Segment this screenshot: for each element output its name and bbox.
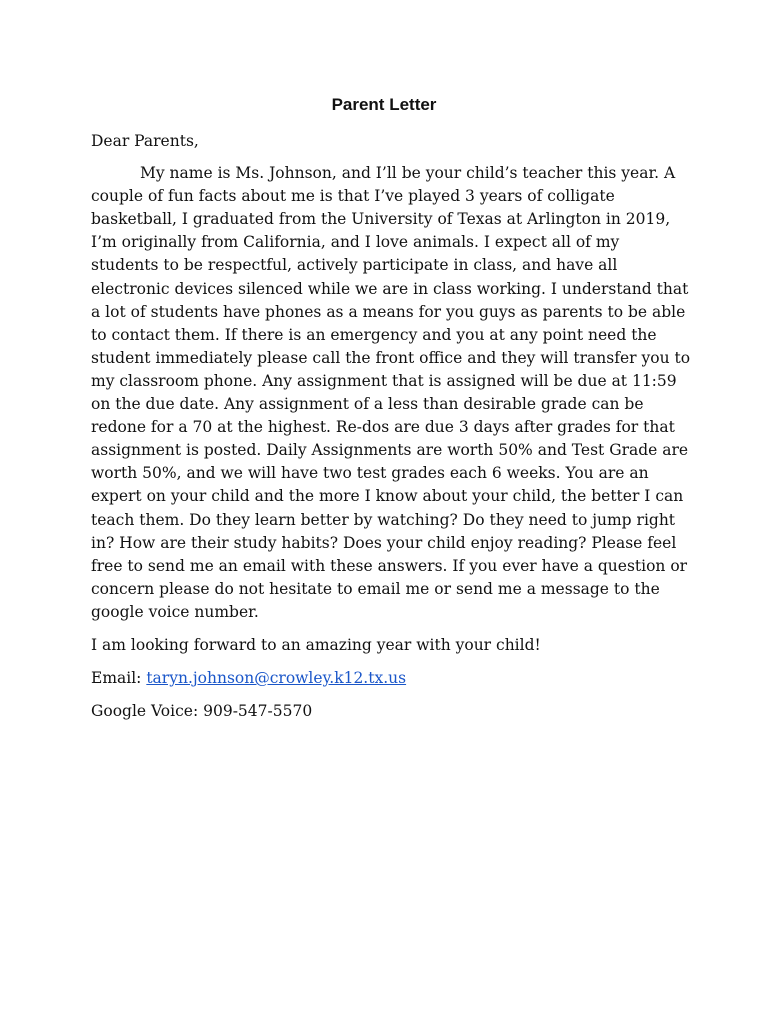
email-label: Email: (91, 669, 142, 688)
email-line (91, 667, 691, 690)
email-link[interactable]: taryn.johnson@crowley.k12.tx.us (146, 669, 407, 688)
google-voice-line (91, 700, 691, 723)
salutation: Dear Parents, (91, 132, 199, 150)
body-paragraph: My name is Ms. Johnson, and I’ll be your child’s teacher this year. A couple of fun facts about me is that I’ve played 3 years of colligate basketball, I graduated from the University of Texas at Arlington in 2019, I’m originally from California, and I love animals. I expect all of my students to be respectful, actively participate in class, and have all electronic devices silenced while we are in class working. I understand that a lot of students have phones as a means for you guys as parents to be able to contact them. If there is an emergency and you at any point need the student immediately please call the front office and they will transfer you to my classroom phone. Any assignment that is assigned will be due at 11:59 on the due date. Any assignment of a less than desirable grade can be redone for a 70 at the highest. Re-dos are due 3 days after grades for that assignment is posted. Daily Assignments are worth 50% and Test Grade are worth 50%, and we will have two test grades each 6 weeks. You are an expert on your child and the more I know about your child, the better I can teach them. Do they learn better by watching? Do they need to jump right in? How are their study habits? Does your child enjoy reading? Please feel free to send me an email with these answers. If you ever have a question or concern please do not hesitate to email me or send me a message to the google voice number. (91, 164, 691, 621)
letter-content (91, 130, 691, 733)
google-voice-number: 909-547-5570 (203, 702, 313, 721)
closing-line: I am looking forward to an amazing year with your child! (91, 635, 541, 654)
google-voice-label: Google Voice: (91, 702, 199, 721)
page-title: Parent Letter (331, 95, 437, 114)
